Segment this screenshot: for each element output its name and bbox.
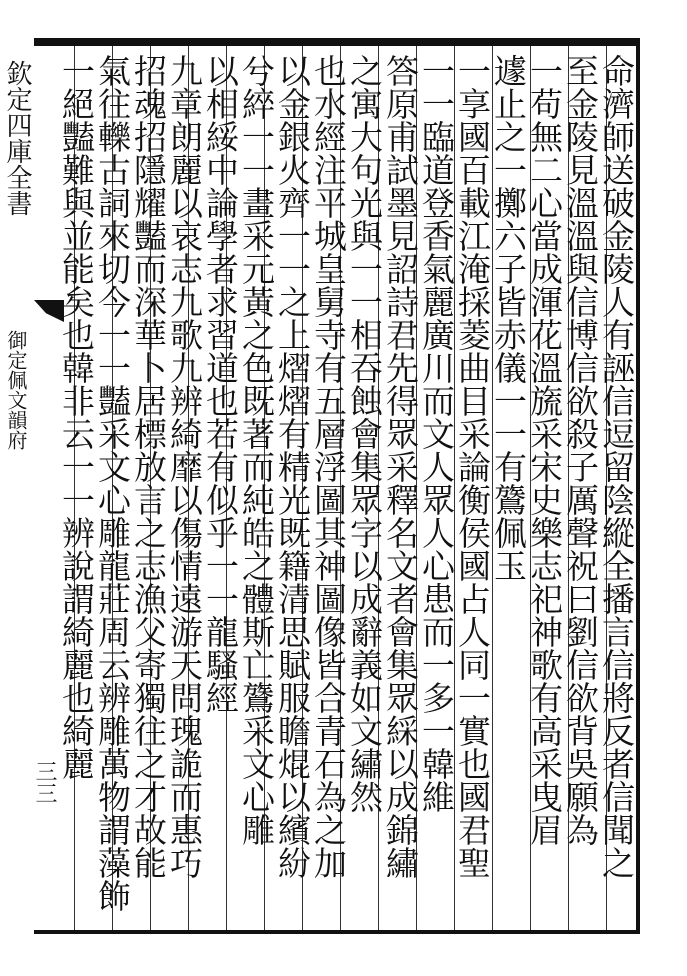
- text-column: 一苟無二心當成渾花溫旒采宋史樂志祀神歌有高采曳眉: [525, 54, 564, 846]
- text-column: 答原甫試墨見詔詩君先得眾采釋名文者會集眾綵以成錦繡: [381, 54, 420, 879]
- text-column: 一一臨道登香氣麗廣川而文人眾人心患而一多一韓維: [417, 54, 456, 813]
- text-column: 招魂招隱耀豔而深華卜居標放言之志漁父寄獨往之才故能: [129, 54, 168, 879]
- text-column: 至金陵見溫溫與信博信欲殺子厲聲祝曰劉信欲背吳願為: [561, 54, 600, 846]
- text-column: 之寓大句光與一一相吞蝕會集眾字以成辭義如文繡然: [345, 54, 384, 813]
- text-column: 以相綏中論學者求習道也若有似乎一一龍騷經: [201, 54, 240, 714]
- frame-top-border: [34, 38, 640, 46]
- frame-bottom-border: [34, 930, 640, 934]
- margin-book-title: 欽定四庫全書: [2, 60, 32, 216]
- text-column: 氣往轢古詞來切今一一豔采文心雕龍莊周云辨雕萬物謂藻飾: [93, 54, 132, 912]
- text-column: 命濟師送破金陵人有誣信逗留陰縱全播言信將反者信聞之: [597, 54, 636, 879]
- text-column: 九章朗麗以哀志九歌九辨綺靡以傷情遠游天問瑰詭而惠巧: [165, 54, 204, 879]
- text-column: 一享國百載江淹採菱曲目采論衡侯國占人同一實也國君聖: [453, 54, 492, 879]
- margin-volume-title: 御定佩文韻府: [4, 330, 28, 450]
- text-column: 遽止之一擲六子皆赤儀一一有鷟佩玉: [489, 54, 528, 582]
- text-column: 以金銀火齊一一之上熠熠有精光既籍清思賦服瞻焜以繽紛: [273, 54, 312, 879]
- text-column: 兮綷一一畫采元黃之色既著而純皓之體斯亡鷟采文心雕: [237, 54, 276, 846]
- text-column: 一絕豔難與並能矣也韓非云一一辨說謂綺麗也綺麗: [57, 54, 96, 780]
- page-number: 三三: [32, 760, 57, 804]
- text-column: 也水經注平城皇舅寺有五層浮圖其神圖像皆合青石為之加: [309, 54, 348, 879]
